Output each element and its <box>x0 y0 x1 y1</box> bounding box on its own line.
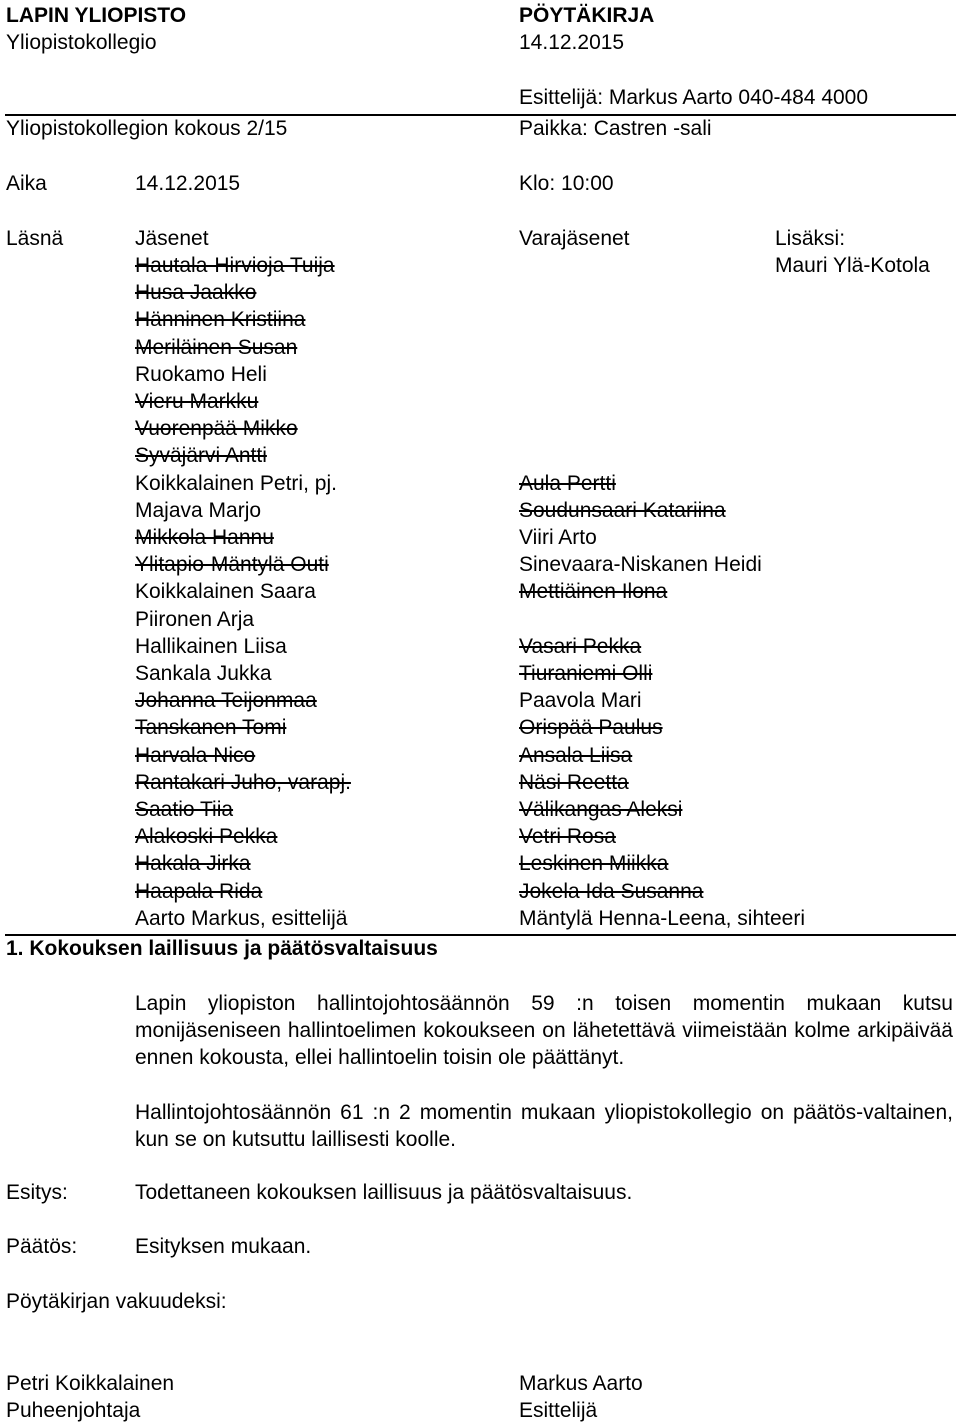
member-name: Koikkalainen Saara <box>135 580 316 603</box>
meeting-place: Paikka: Castren -sali <box>519 117 712 140</box>
decision-label: Päätös: <box>6 1235 78 1258</box>
member-name: Meriläinen Susan <box>135 336 298 359</box>
member-name: Piironen Arja <box>135 608 255 631</box>
member-name: Alakoski Pekka <box>135 825 278 848</box>
member-name: Hänninen Kristiina <box>135 308 306 331</box>
member-name: Johanna Teijonmaa <box>135 689 317 712</box>
proposal-text: Todettaneen kokouksen laillisuus ja päätösvaltaisuus. <box>135 1181 633 1204</box>
extra-header: Lisäksi: <box>775 227 846 250</box>
member-name: Ylitapio-Mäntylä Outi <box>135 553 329 576</box>
deputy-name: Sinevaara-Niskanen Heidi <box>519 553 762 576</box>
deputy-name: Tiuraniemi Olli <box>519 662 653 685</box>
deputy-name: Näsi Reetta <box>519 771 629 794</box>
document-date: 14.12.2015 <box>519 31 625 54</box>
member-name: Majava Marjo <box>135 499 262 522</box>
body-name: Yliopistokollegio <box>6 31 157 54</box>
member-name: Husa Jaakko <box>135 281 257 304</box>
deputy-name: Soudunsaari Katariina <box>519 499 726 522</box>
meeting-clock: Klo: 10:00 <box>519 172 614 195</box>
document-type: PÖYTÄKIRJA <box>519 4 655 27</box>
member-name: Ruokamo Heli <box>135 363 267 386</box>
deputy-name: Mettiäinen Ilona <box>519 580 668 603</box>
member-name: Sankala Jukka <box>135 662 272 685</box>
deputy-name: Leskinen Miikka <box>519 852 669 875</box>
deputy-name: Paavola Mari <box>519 689 642 712</box>
member-name: Haapala Rida <box>135 880 263 903</box>
present-label: Läsnä <box>6 227 64 250</box>
member-name: Rantakari Juho, varapj. <box>135 771 351 794</box>
attendance-divider <box>5 934 956 936</box>
member-name: Koikkalainen Petri, pj. <box>135 472 337 495</box>
member-name: Hautala-Hirvioja Tuija <box>135 254 335 277</box>
member-name: Vieru Markku <box>135 390 259 413</box>
deputy-name: Aula Pertti <box>519 472 616 495</box>
member-name: Vuorenpää Mikko <box>135 417 298 440</box>
signatures-label: Pöytäkirjan vakuudeksi: <box>6 1290 227 1313</box>
organization-name: LAPIN YLIOPISTO <box>6 4 187 27</box>
meeting-date: 14.12.2015 <box>135 172 241 195</box>
deputy-name: Vetri Rosa <box>519 825 616 848</box>
presenter-name: Markus Aarto <box>519 1372 643 1395</box>
member-name: Mikkola Hannu <box>135 526 274 549</box>
deputy-name: Vasari Pekka <box>519 635 642 658</box>
chair-name: Petri Koikkalainen <box>6 1372 175 1395</box>
paragraph-quorum: Hallintojohtosäännön 61 :n 2 momentin mukaan yliopistokollegio on päätös-valtainen, kun se on kutsuttu laillisesti koolle. <box>135 1101 953 1151</box>
deputy-name: Orispää Paulus <box>519 716 663 739</box>
deputies-header: Varajäsenet <box>519 227 630 250</box>
paragraph-meeting-notice: Lapin yliopiston hallintojohtosäännön 59 :n toisen momentin mukaan kutsu monijäseniseen hallintoelimen kokoukseen on lähetettävä viimeistään kolme arkipäivää ennen kokousta, ellei hallintoelin toisin ole päättänyt. <box>135 992 953 1069</box>
member-name: Saatio Tiia <box>135 798 234 821</box>
presenter-role: Esittelijä <box>519 1399 598 1422</box>
member-name: Aarto Markus, esittelijä <box>135 907 348 930</box>
presenter-info: Esittelijä: Markus Aarto 040-484 4000 <box>519 86 869 109</box>
deputy-name: Ansala Liisa <box>519 744 633 767</box>
proposal-label: Esitys: <box>6 1181 68 1204</box>
member-name: Harvala Nico <box>135 744 256 767</box>
deputy-name: Viiri Arto <box>519 526 597 549</box>
section-heading: 1. Kokouksen laillisuus ja päätösvaltaisuus <box>6 937 438 960</box>
meeting-name: Yliopistokollegion kokous 2/15 <box>6 117 288 140</box>
member-name: Hallikainen Liisa <box>135 635 287 658</box>
deputy-name: Jokela Ida Susanna <box>519 880 704 903</box>
deputy-name: Välikangas Aleksi <box>519 798 683 821</box>
header-divider <box>5 114 956 116</box>
deputy-name: Mäntylä Henna-Leena, sihteeri <box>519 907 806 930</box>
chair-role: Puheenjohtaja <box>6 1399 141 1422</box>
extra-attendee: Mauri Ylä-Kotola <box>775 254 930 277</box>
members-header: Jäsenet <box>135 227 209 250</box>
decision-text: Esityksen mukaan. <box>135 1235 312 1258</box>
member-name: Hakala Jirka <box>135 852 251 875</box>
time-label: Aika <box>6 172 47 195</box>
member-name: Tanskanen Tomi <box>135 716 287 739</box>
member-name: Syväjärvi Antti <box>135 444 267 467</box>
